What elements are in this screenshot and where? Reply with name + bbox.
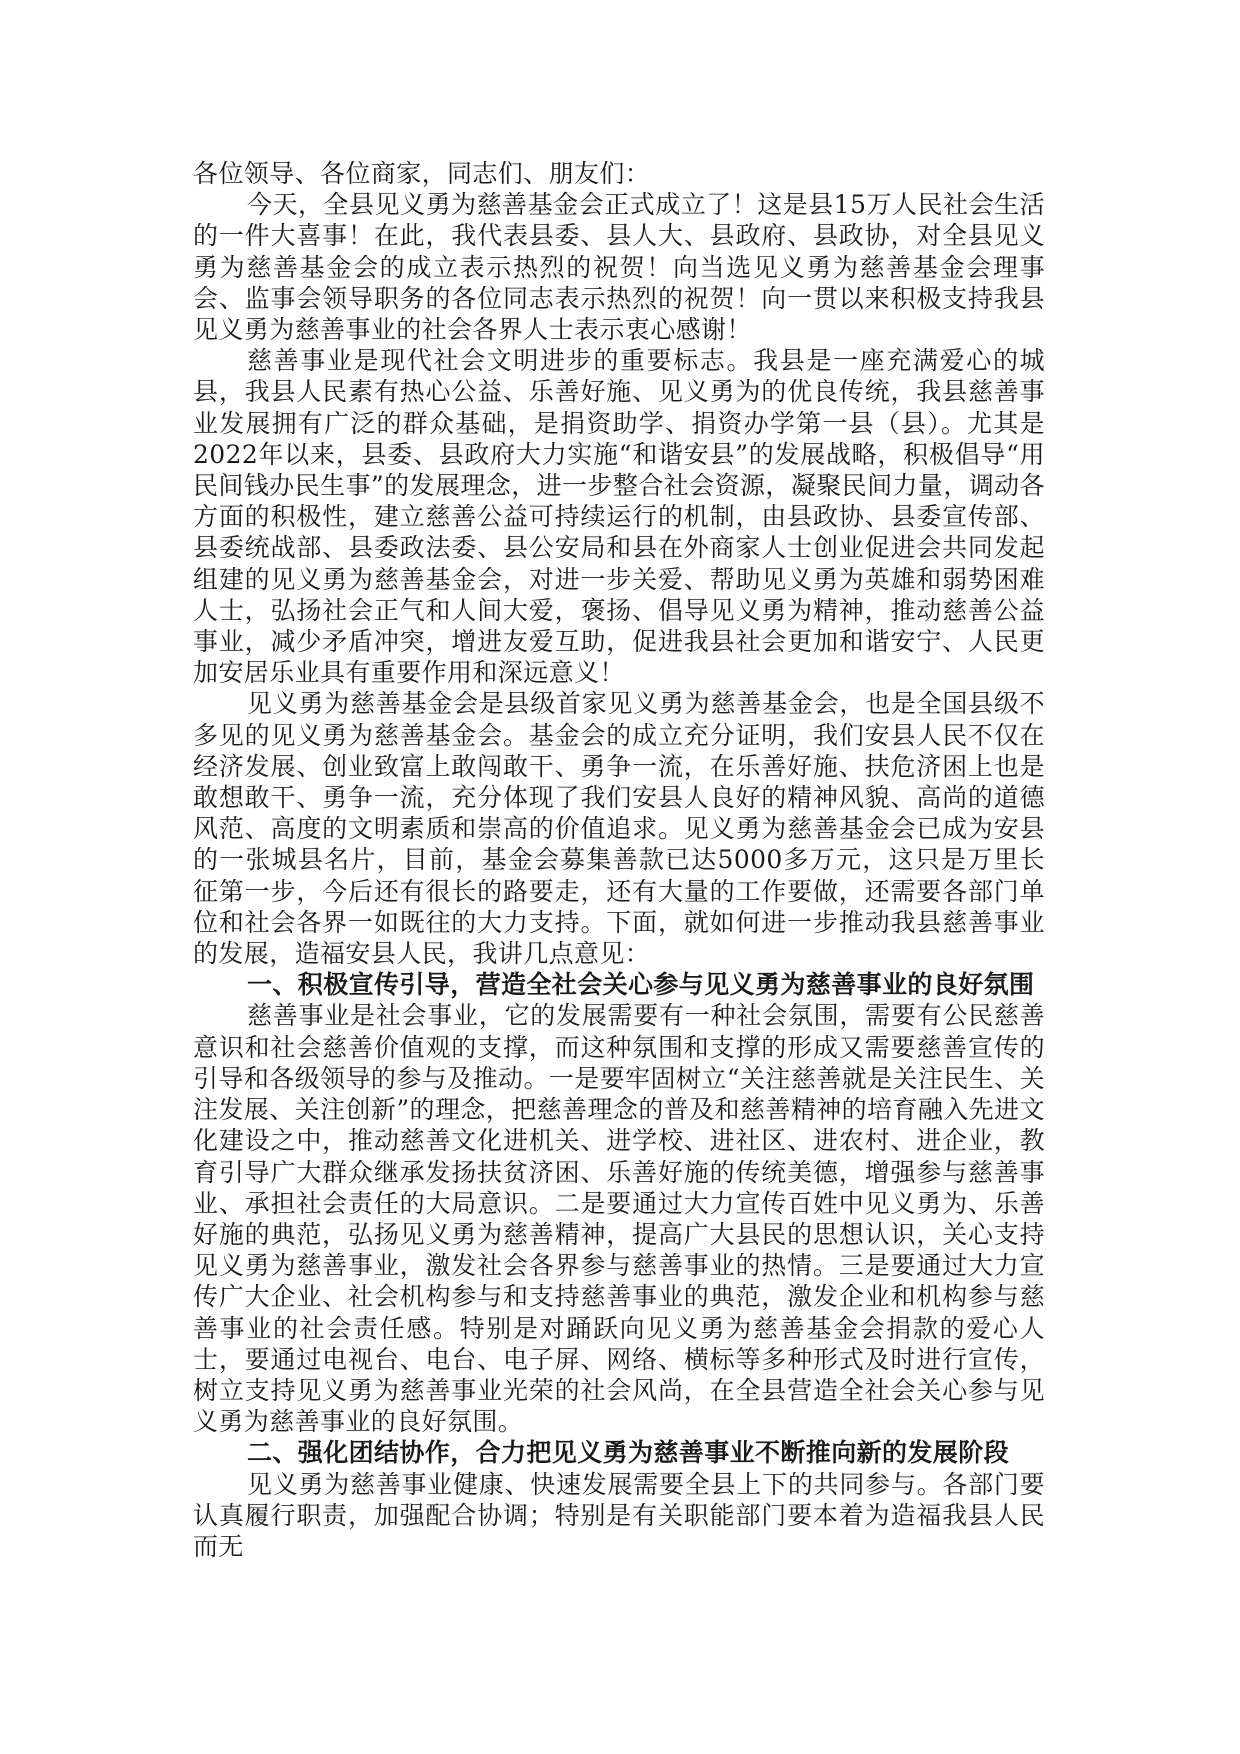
paragraph-intro: 今天，全县见义勇为慈善基金会正式成立了！这是县15万人民社会生活的一件大喜事！在此，我代表县委、县人大、县政府、县政协，对全县见义勇为慈善基金会的成立表示热烈的祝贺！向当选见义勇为慈善基金会理事会、监事会领导职务的各位同志表示热烈的祝贺！向一贯以来积极支持我县见义勇为慈善事业的社会各界人士表示衷心感谢！ [193, 190, 1045, 345]
salutation: 各位领导、各位商家，同志们、朋友们： [193, 159, 651, 188]
document-page [193, 158, 1045, 1562]
section-1-body: 慈善事业是社会事业，它的发展需要有一种社会氛围，需要有公民慈善意识和社会慈善价值观的支撑，而这种氛围和支撑的形成又需要慈善宣传的引导和各级领导的参与及推动。一是要牢固树立“关注慈善就是关注民生、关注发展、关注创新”的理念，把慈善理念的普及和慈善精神的培育融入先进文化建设之中，推动慈善文化进机关、进学校、进社区、进农村、进企业，教育引导广大群众继承发扬扶贫济困、乐善好施的传统美德，增强参与慈善事业、承担社会责任的大局意识。二是要通过大力宣传百姓中见义勇为、乐善好施的典范，弘扬见义勇为慈善精神，提高广大县民的思想认识，关心支持见义勇为慈善事业，激发社会各界参与慈善事业的热情。三是要通过大力宣传广大企业、社会机构参与和支持慈善事业的典范，激发企业和机构参与慈善事业的社会责任感。特别是对踊跃向见义勇为慈善基金会捐款的爱心人士，要通过电视台、电台、电子屏、网络、横标等多种形式及时进行宣传，树立支持见义勇为慈善事业光荣的社会风尚，在全县营造全社会关心参与见义勇为慈善事业的良好氛围。 [193, 1001, 1045, 1437]
paragraph-foundation: 见义勇为慈善基金会是县级首家见义勇为慈善基金会，也是全国县级不多见的见义勇为慈善基金会。基金会的成立充分证明，我们安县人民不仅在经济发展、创业致富上敢闯敢干、勇争一流，在乐善好施、扶危济困上也是敢想敢干、勇争一流，充分体现了我们安县人良好的精神风貌、高尚的道德风范、高度的文明素质和崇高的价值追求。见义勇为慈善基金会已成为安县的一张城县名片，目前，基金会募集善款已达5000多万元，这只是万里长征第一步，今后还有很长的路要走，还有大量的工作要做，还需要各部门单位和社会各界一如既往的大力支持。下面，就如何进一步推动我县慈善事业的发展，造福安县人民，我讲几点意见： [193, 689, 1045, 969]
section-2-body: 见义勇为慈善事业健康、快速发展需要全县上下的共同参与。各部门要认真履行职责，加强配合协调；特别是有关职能部门要本着为造福我县人民而无 [193, 1469, 1045, 1561]
paragraph-significance: 慈善事业是现代社会文明进步的重要标志。我县是一座充满爱心的城县，我县人民素有热心公益、乐善好施、见义勇为的优良传统，我县慈善事业发展拥有广泛的群众基础，是捐资助学、捐资办学第一县（县）。尤其是2022年以来，县委、县政府大力实施“和谐安县”的发展战略，积极倡导“用民间钱办民生事”的发展理念，进一步整合社会资源，凝聚民间力量，调动各方面的积极性，建立慈善公益可持续运行的机制，由县政协、县委宣传部、县委统战部、县委政法委、县公安局和县在外商家人士创业促进会共同发起组建的见义勇为慈善基金会，对进一步关爱、帮助见义勇为英雄和弱势困难人士，弘扬社会正气和人间大爱，褒扬、倡导见义勇为精神，推动慈善公益事业，减少矛盾冲突，增进友爱互助，促进我县社会更加和谐安宁、人民更加安居乐业具有重要作用和深远意义！ [193, 346, 1045, 688]
section-heading-2: 二、强化团结协作，合力把见义勇为慈善事业不断推向新的发展阶段 [247, 1438, 1010, 1468]
section-heading-1: 一、积极宣传引导，营造全社会关心参与见义勇为慈善事业的良好氛围 [247, 970, 1035, 1000]
